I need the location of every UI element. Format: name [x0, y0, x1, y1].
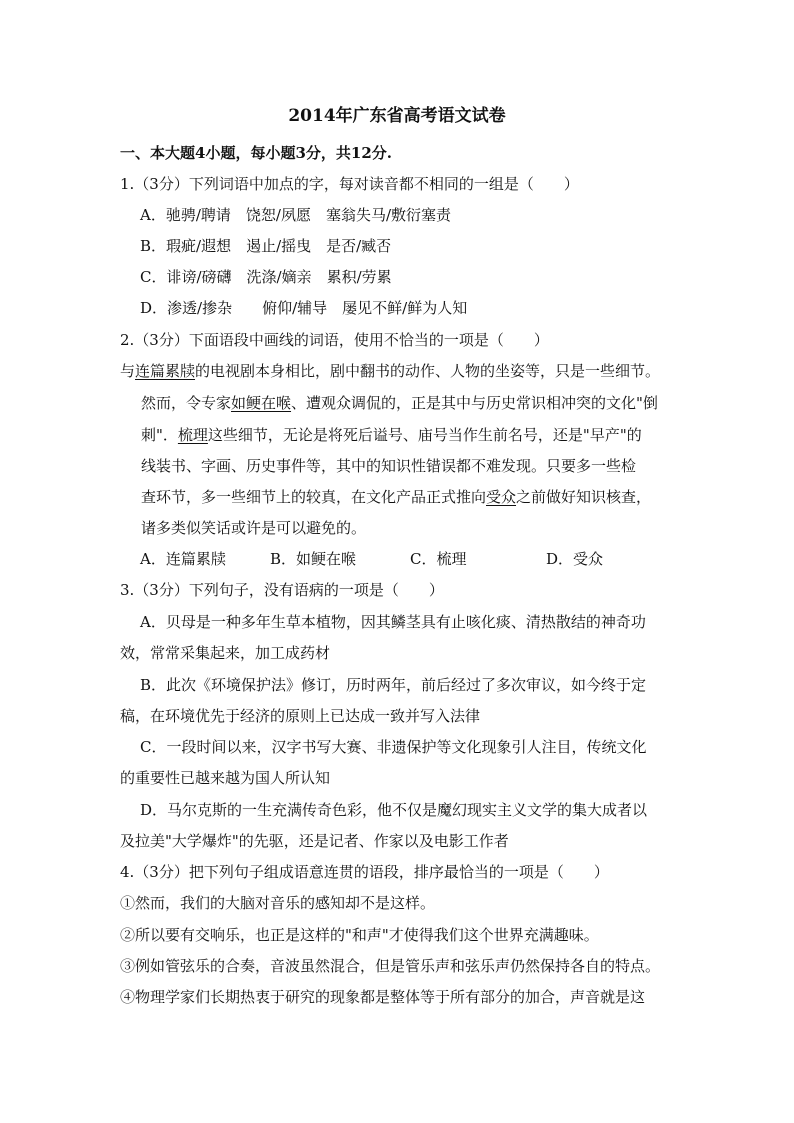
- passage-text: 刺"．: [141, 426, 178, 444]
- passage-text: 、遭观众调侃的，正是其中与历史常识相冲突的文化"倒: [291, 394, 658, 412]
- question-3-option-a: A．贝母是一种多年生草本植物，因其鳞茎具有止咳化痰、清热散结的神奇功: [140, 613, 646, 631]
- exam-title: 2014年广东省高考语文试卷: [288, 106, 506, 126]
- question-2-passage-line: [141, 393, 658, 413]
- question-3-option-d: D．马尔克斯的一生充满传奇色彩，他不仅是魔幻现实主义文学的集大成者以: [140, 801, 648, 819]
- question-2-passage-line: [141, 487, 651, 507]
- passage-text: 这些细节，无论是将死后谥号、庙号当作生前名号，还是"早产"的: [207, 426, 642, 444]
- question-2-passage-line: [120, 361, 660, 381]
- question-2-option-d: D．受众: [546, 550, 604, 568]
- question-1-option-b: B．瑕疵/遐想 遏止/摇曳 是否/臧否: [140, 237, 392, 255]
- underlined-term: 受众: [486, 488, 517, 506]
- question-2-stem: 2.（3分）下面语段中画线的词语，使用不恰当的一项是（ ）: [120, 331, 549, 349]
- question-3-option-c-cont: 的重要性已越来越为国人所认知: [120, 769, 331, 787]
- question-4-sentence-2: ②所以要有交响乐，也正是这样的"和声"才使得我们这个世界充满趣味。: [120, 926, 599, 944]
- question-2-passage-line: 线装书、字画、历史事件等，其中的知识性错误都不难发现。只要多一些检: [141, 457, 637, 475]
- question-2-option-c: C．梳理: [410, 550, 467, 568]
- question-1-option-a: A．驰骋/聘请 饶恕/夙愿 塞翁失马/敷衍塞责: [140, 206, 451, 224]
- question-4-sentence-4: ④物理学家们长期热衷于研究的现象都是整体等于所有部分的加合，声音就是这: [120, 988, 646, 1006]
- underlined-term: 如鲠在喉: [231, 394, 292, 412]
- section-heading: 一、本大题4小题，每小题3分，共12分.: [120, 144, 392, 162]
- question-1-option-d: D．渗透/掺杂 俯仰/辅导 屡见不鲜/鲜为人知: [140, 299, 468, 317]
- question-4-stem: 4.（3分）把下列句子组成语意连贯的语段，排序最恰当的一项是（ ）: [120, 863, 609, 881]
- question-2-option-b: B．如鲠在喉: [270, 550, 357, 568]
- passage-text: 的电视剧本身相比，剧中翻书的动作、人物的坐姿等，只是一些细节。: [195, 362, 661, 380]
- question-3-option-d-cont: 及拉美"大学爆炸"的先驱，还是记者、作家以及电影工作者: [120, 832, 509, 850]
- question-2-passage-line: 诸多类似笑话或许是可以避免的。: [141, 519, 367, 537]
- question-1-option-c: C．诽谤/磅礴 洗涤/嫡亲 累积/劳累: [140, 268, 392, 286]
- question-3-option-c: C．一段时间以来，汉字书写大赛、非遗保护等文化现象引人注目，传统文化: [140, 738, 647, 756]
- question-3-stem: 3.（3分）下列句子，没有语病的一项是（ ）: [120, 581, 444, 599]
- question-3-option-a-cont: 效，常常采集起来，加工成药材: [120, 644, 331, 662]
- question-2-options: [140, 549, 603, 569]
- question-4-sentence-3: ③例如管弦乐的合奏，音波虽然混合，但是管乐声和弦乐声仍然保持各自的特点。: [120, 957, 661, 975]
- passage-text: 然而，令专家: [141, 394, 232, 412]
- question-3-option-b-cont: 稿，在环境优先于经济的原则上已达成一致并写入法律: [120, 707, 481, 725]
- question-1-stem: 1.（3分）下列词语中加点的字，每对读音都不相同的一组是（ ）: [120, 175, 579, 193]
- question-2-passage-line: [141, 425, 642, 445]
- question-4-sentence-1: ①然而，我们的大脑对音乐的感知却不是这样。: [120, 894, 436, 912]
- passage-text: 查环节，多一些细节上的较真，在文化产品正式推向: [141, 488, 487, 506]
- question-2-option-a: A．连篇累牍: [140, 550, 226, 568]
- passage-text: 之前做好知识核查，: [516, 488, 652, 506]
- underlined-term: 连篇累牍: [135, 362, 196, 380]
- passage-text: 与: [120, 362, 136, 380]
- question-3-option-b: B．此次《环境保护法》修订，历时两年，前后经过了多次审议，如今终于定: [140, 676, 647, 694]
- underlined-term: 梳理: [177, 426, 208, 444]
